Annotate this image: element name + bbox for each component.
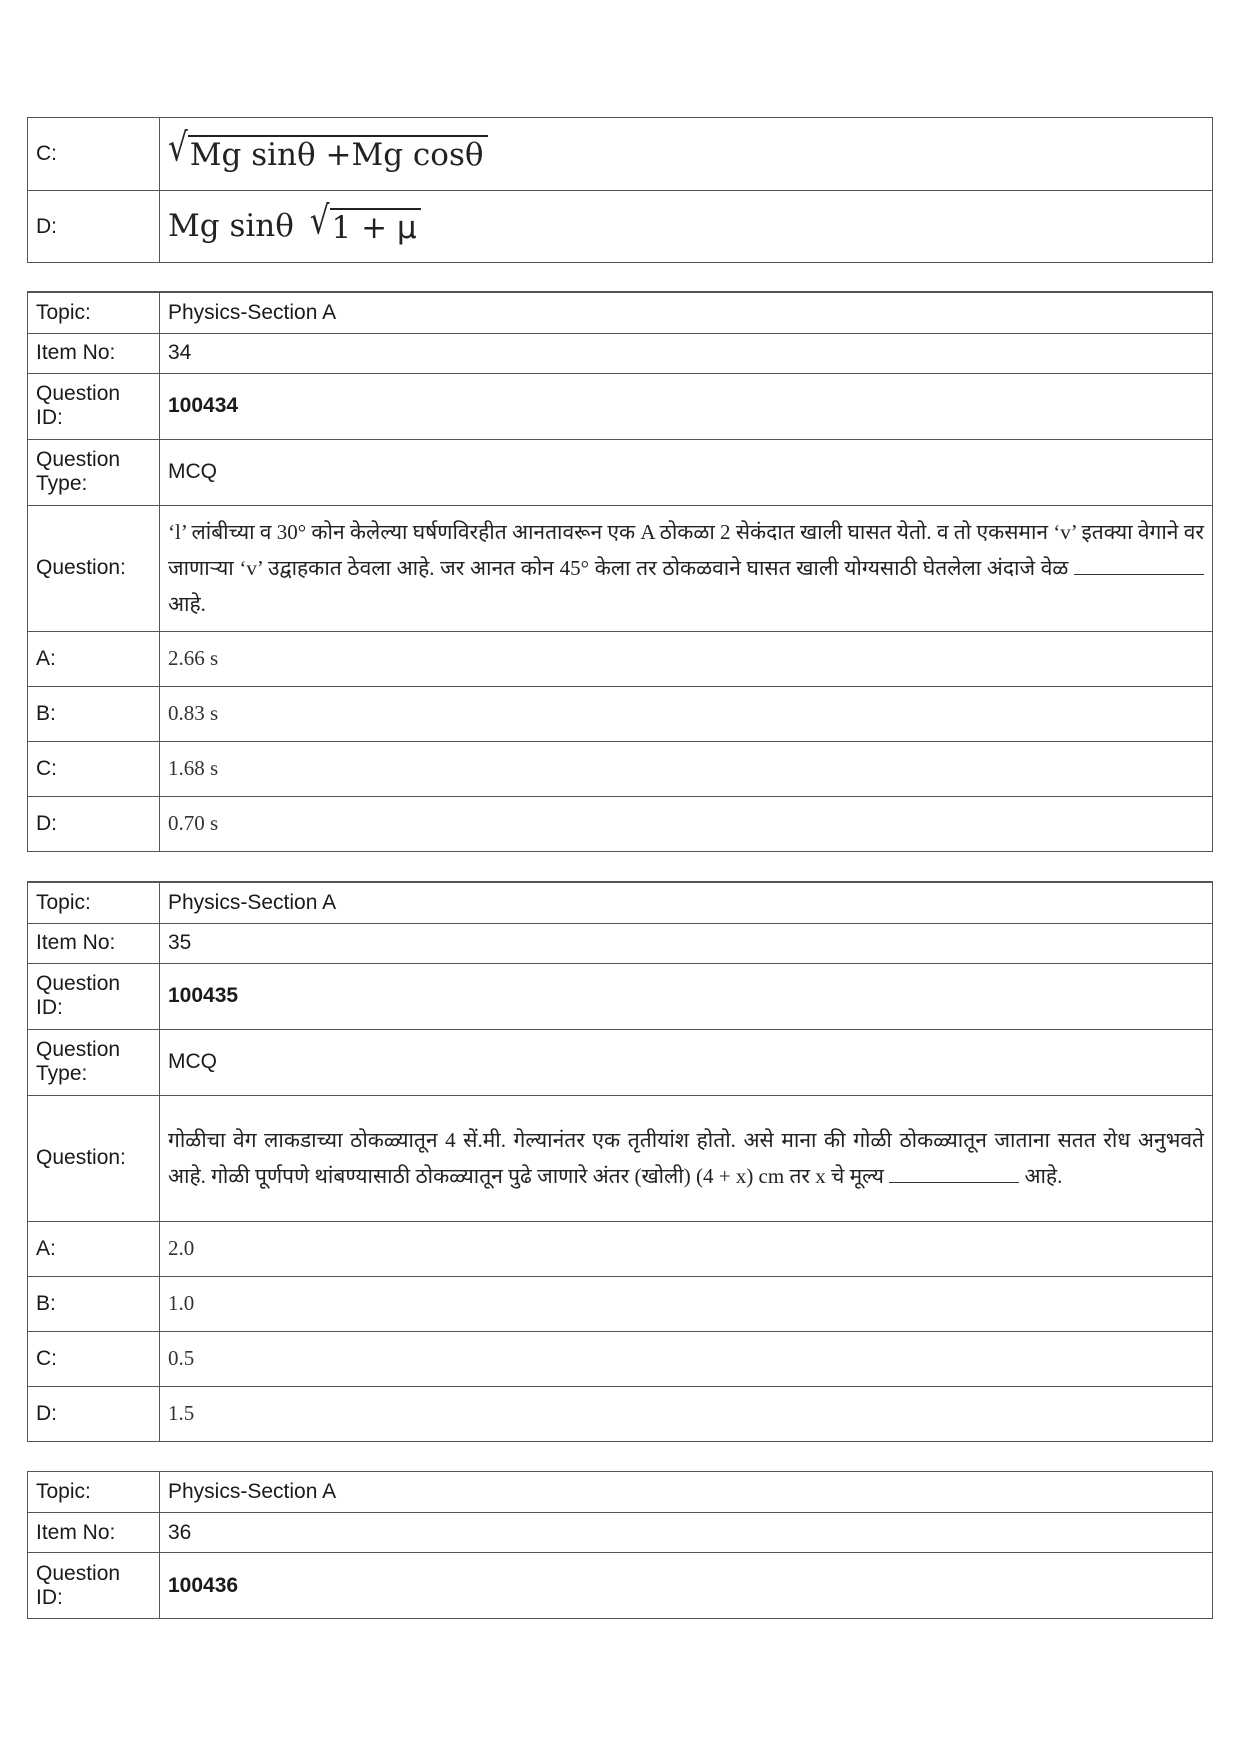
question-text-end: आहे.: [1024, 1164, 1063, 1188]
item-no-row: [28, 923, 1213, 963]
item-no-label: Item No:: [28, 923, 160, 963]
question-type-row: [28, 439, 1213, 505]
question-type-label: Question Type:: [28, 1029, 160, 1095]
item-no-value: 35: [160, 923, 1213, 963]
item-no-label: Item No:: [28, 333, 160, 373]
option-row: [28, 1221, 1213, 1276]
option-label: B:: [28, 1276, 160, 1331]
item-no-row: [28, 333, 1213, 373]
option-value: 2.66 s: [160, 631, 1213, 686]
topic-label: Topic:: [28, 1472, 160, 1513]
question-id-value: 100436: [160, 1553, 1213, 1619]
option-label: B:: [28, 686, 160, 741]
formula-prefix: Mg sinθ: [168, 207, 294, 244]
item-no-label: Item No:: [28, 1513, 160, 1553]
topic-label: Topic:: [28, 292, 160, 333]
question-text: [160, 505, 1213, 631]
question-id-label: Question ID:: [28, 373, 160, 439]
question-text-body: गोळीचा वेग लाकडाच्या ठोकळ्यातून 4 सें.मी. गेल्यानंतर एक तृतीयांश होतो. असे माना की गोळी ठोकळ्यातून जाताना सतत रोध अनुभवते आहे. गोळी पूर्णपणे थांबण्यासाठी ठोकळ्यातून पुढे जाणारे अंतर (खोली) (4 + x) cm तर x चे मूल्य: [168, 1128, 1204, 1188]
question-label: Question:: [28, 1095, 160, 1221]
radical-sign: √: [309, 198, 330, 243]
question-text-body: ‘l’ लांबीच्या व 30° कोन केलेल्या घर्षणविरहीत आनतावरून एक A ठोकळा 2 सेकंदात खाली घासत येतो. व तो एकसमान ‘v’ इतक्या वेगाने वर जाणाऱ्या ‘v’ उद्वाहकात ठेवला आहे. जर आनत कोन 45° केला तर ठोकळवाने घासत खाली योग्यसाठी घेतलेला अंदाजे वेळ: [168, 520, 1204, 580]
question-table-35: [27, 881, 1213, 1442]
question-type-value: MCQ: [160, 1029, 1213, 1095]
sqrt-formula: [168, 125, 488, 173]
question-text: [160, 1095, 1213, 1221]
topic-label: Topic:: [28, 882, 160, 923]
option-label: C:: [28, 118, 160, 191]
mu-symbol: μ: [396, 209, 417, 246]
question-type-label: Question Type:: [28, 439, 160, 505]
item-no-value: 34: [160, 333, 1213, 373]
radical-sign: √: [168, 125, 188, 171]
option-row: [28, 1276, 1213, 1331]
question-id-value: 100434: [160, 373, 1213, 439]
question-label: Question:: [28, 505, 160, 631]
topic-row: [28, 882, 1213, 923]
option-value: 1.0: [160, 1276, 1213, 1331]
question-id-value: 100435: [160, 963, 1213, 1029]
option-label: D:: [28, 796, 160, 851]
option-row: [28, 1331, 1213, 1386]
topic-value: Physics-Section A: [160, 1472, 1213, 1513]
item-no-value: 36: [160, 1513, 1213, 1553]
question-id-label: Question ID:: [28, 963, 160, 1029]
question-type-row: [28, 1029, 1213, 1095]
option-value: 0.5: [160, 1331, 1213, 1386]
option-value: 2.0: [160, 1221, 1213, 1276]
topic-row: [28, 1472, 1213, 1513]
question-id-row: [28, 963, 1213, 1029]
option-row: [28, 1386, 1213, 1441]
answer-blank: [1074, 573, 1204, 575]
option-row: [28, 191, 1213, 263]
option-label: D:: [28, 191, 160, 263]
question-type-value: MCQ: [160, 439, 1213, 505]
option-label: D:: [28, 1386, 160, 1441]
option-label: C:: [28, 741, 160, 796]
option-formula: [160, 191, 1213, 263]
option-value: 0.83 s: [160, 686, 1213, 741]
option-row: [28, 796, 1213, 851]
option-row: [28, 118, 1213, 191]
question-id-row: [28, 373, 1213, 439]
radicand: Mg sinθ +Mg cosθ: [188, 135, 488, 173]
option-label: A:: [28, 631, 160, 686]
answer-blank: [889, 1181, 1019, 1183]
option-value: 0.70 s: [160, 796, 1213, 851]
topic-value: Physics-Section A: [160, 292, 1213, 333]
question-table-36: [27, 1471, 1213, 1619]
topic-value: Physics-Section A: [160, 882, 1213, 923]
question-table-34: [27, 291, 1213, 852]
question-id-label: Question ID:: [28, 1553, 160, 1619]
option-row: [28, 741, 1213, 796]
radicand: 1 +: [331, 209, 397, 246]
previous-question-options-table: [27, 117, 1213, 263]
item-no-row: [28, 1513, 1213, 1553]
option-formula: [160, 118, 1213, 191]
option-row: [28, 631, 1213, 686]
topic-row: [28, 292, 1213, 333]
option-label: C:: [28, 1331, 160, 1386]
option-row: [28, 686, 1213, 741]
option-value: 1.5: [160, 1386, 1213, 1441]
option-value: 1.68 s: [160, 741, 1213, 796]
sqrt-formula: [309, 198, 421, 246]
question-text-end: आहे.: [168, 592, 206, 616]
question-row: [28, 505, 1213, 631]
question-row: [28, 1095, 1213, 1221]
option-label: A:: [28, 1221, 160, 1276]
question-id-row: [28, 1553, 1213, 1619]
